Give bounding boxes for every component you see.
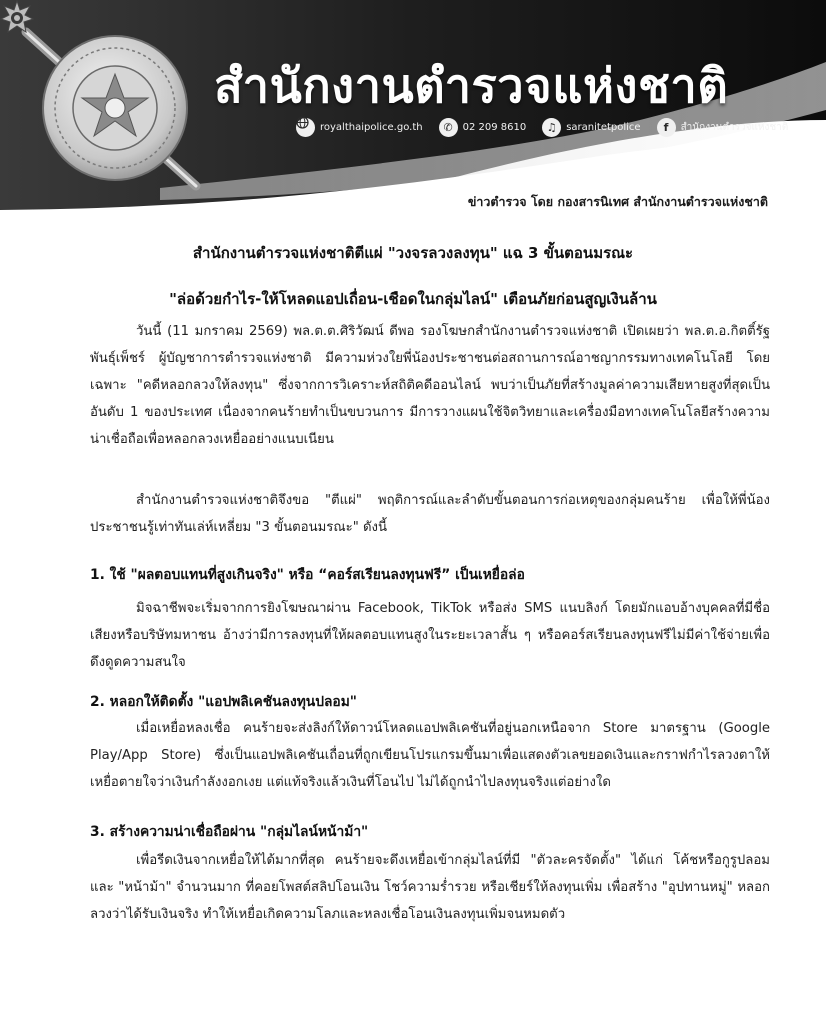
- police-star-badge-icon: [0, 0, 34, 34]
- contact-website[interactable]: [296, 118, 423, 137]
- organization-title: สำนักงานตำรวจแห่งชาติ: [214, 59, 729, 114]
- intro-paragraph-1: วันนี้ (11 มกราคม 2569) พล.ต.ต.ศิริวัฒน์ ดีพอ รองโฆษกสำนักงานตำรวจแห่งชาติ เปิดเผยว่า พล.ต.อ.กิตติ์รัฐ พันธุ์เพ็ชร์ ผู้บัญชาการตำรวจแห่งชาติ มีความห่วงใยพี่น้องประชาชนต่อสถานการณ์อาชญากรรมทางเทคโนโลยี โดยเฉพาะ "คดีหลอกลวงให้ลงทุน" ซึ่งจากการวิเคราะห์สถิติคดีออนไลน์ พบว่าเป็นภัยที่สร้างมูลค่าความเสียหายสูงที่สุดเป็นอันดับ 1 ของประเทศ เนื่องจากคนร้ายทำเป็นขบวนการ มีการวางแผนใช้จิตวิทยาและเครื่องมือทางเทคโนโลยีสร้างความน่าเชื่อถือเพื่อหลอกลวงเหยื่ออย่างแนบเนียน: [90, 324, 770, 447]
- intro-paragraph-2: สำนักงานตำรวจแห่งชาติจึงขอ "ตีแผ่" พฤติการณ์และลำดับขั้นตอนการก่อเหตุของกลุ่มคนร้าย เพื่อให้พี่น้องประชาชนรู้เท่าทันเล่ห์เหลี่ยม "3 ขั้นตอนมรณะ" ดังนี้: [90, 493, 770, 535]
- news-byline: ข่าวตำรวจ โดย กองสารนิเทศ สำนักงานตำรวจแห่งชาติ: [467, 194, 768, 209]
- contact-facebook[interactable]: [657, 118, 789, 137]
- contact-phone[interactable]: [439, 118, 527, 137]
- phone-text: 02 209 8610: [462, 121, 527, 133]
- headline-line-2: "ล่อด้วยกำไร-ให้โหลดแอปเถื่อน-เชือดในกลุ่มไลน์" เตือนภัยก่อนสูญเงินล้าน: [169, 290, 657, 308]
- facebook-text: สำนักงานตำรวจแห่งชาติ: [680, 121, 789, 133]
- step-2-body: เมื่อเหยื่อหลงเชื่อ คนร้ายจะส่งลิงก์ให้ดาวน์โหลดแอปพลิเคชันที่อยู่นอกเหนือจาก Store มาตรฐาน (Google Play/App Store) ซึ่งเป็นแอปพลิเคชันเถื่อนที่ถูกเขียนโปรแกรมขึ้นมาเพื่อแสดงตัวเลขยอดเงินและกราฟกำไรลวงตาให้เหยื่อตายใจว่าเงินกำลังงอกเงย แต่แท้จริงแล้วเงินที่โอนไป ไม่ได้ถูกนำไปลงทุนจริงแต่อย่างใด: [90, 721, 770, 790]
- step-1-body: มิจฉาชีพจะเริ่มจากการยิงโฆษณาผ่าน Facebook, TikTok หรือส่ง SMS แนบลิงก์ โดยมักแอบอ้างบุคคลที่มีชื่อเสียงหรือบริษัทมหาชน อ้างว่ามีการลงทุนที่ให้ผลตอบแทนสูงในระยะเวลาสั้น ๆ หรือคอร์สเรียนลงทุนฟรีไม่มีค่าใช้จ่ายเพื่อดึงดูดความสนใจ: [90, 601, 770, 670]
- facebook-icon: f: [657, 118, 676, 137]
- step-2-heading: 2. หลอกให้ติดตั้ง "แอปพลิเคชันลงทุนปลอม": [90, 694, 357, 710]
- phone-icon: ✆: [439, 118, 458, 137]
- step-3-heading: 3. สร้างความน่าเชื่อถือผ่าน "กลุ่มไลน์หน้าม้า": [90, 824, 369, 840]
- tiktok-text: saranitetpolice: [566, 121, 641, 133]
- headline-line-1: สำนักงานตำรวจแห่งชาติตีแผ่ "วงจรลวงลงทุน" แฉ 3 ขั้นตอนมรณะ: [192, 244, 634, 262]
- website-text: royalthaipolice.go.th: [320, 121, 423, 133]
- contact-bar: [296, 116, 804, 138]
- letterhead-banner: [0, 0, 826, 226]
- tiktok-icon: ♫: [542, 118, 561, 137]
- step-3-body: เพื่อรีดเงินจากเหยื่อให้ได้มากที่สุด คนร้ายจะดึงเหยื่อเข้ากลุ่มไลน์ที่มี "ตัวละครจัดตั้ง" ได้แก่ โค้ชหรือกูรูปลอม และ "หน้าม้า" จำนวนมาก ที่คอยโพสต์สลิปโอนเงิน โชว์ความร่ำรวย หรือเชียร์ให้ลงทุนเพิ่ม เพื่อสร้าง "อุปทานหมู่" หลอกลวงว่าได้รับเงินจริง ทำให้เหยื่อเกิดความโลภและหลงเชื่อโอนเงินลงทุนเพิ่มจนหมดตัว: [90, 853, 770, 922]
- globe-icon: [296, 118, 315, 137]
- contact-tiktok[interactable]: [542, 118, 640, 137]
- step-1-heading: 1. ใช้ "ผลตอบแทนที่สูงเกินจริง" หรือ “คอร์สเรียนลงทุนฟรี” เป็นเหยื่อล่อ: [90, 567, 525, 583]
